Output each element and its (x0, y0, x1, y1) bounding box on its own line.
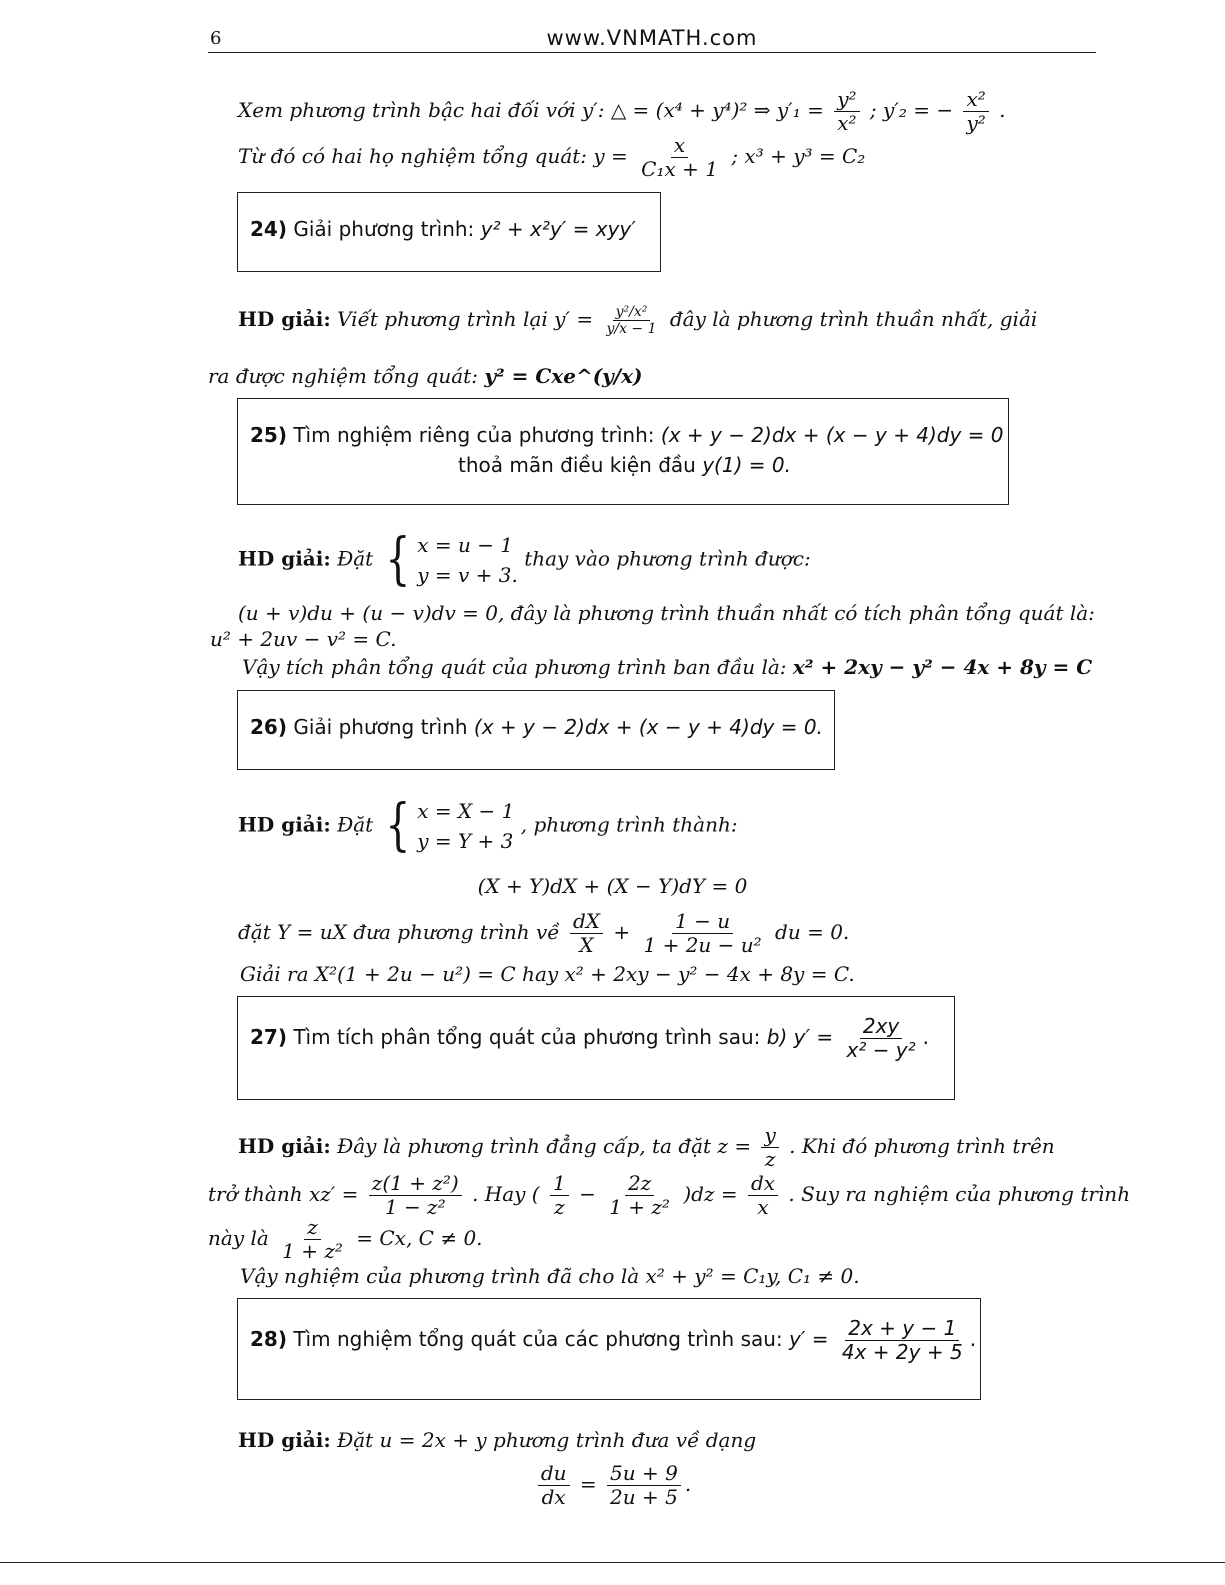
problem-28-number: 28) (250, 1327, 287, 1351)
problem-26-number: 26) (250, 715, 287, 739)
answer-25-line4: Vậy tích phân tổng quát của phương trình ban đầu là: x² + 2xy − y² − 4x + 8y = C (242, 655, 1093, 679)
problem-24-box (237, 192, 661, 272)
page-header (208, 26, 1096, 53)
answer-25-line3: u² + 2uv − v² = C. (210, 627, 397, 651)
problem-26-box: 26) Giải phương trình (x + y − 2)dx + (x − y + 4)dy = 0. (237, 690, 835, 770)
answer-28-line1: HD giải: Đặt u = 2x + y phương trình đưa về dạng (238, 1428, 757, 1452)
problem-27-box: 27) Tìm tích phân tổng quát của phương trình sau: b) y′ = $\frac{2xy}{\text{x² − y²}}$ . (237, 996, 955, 1100)
answer-25-line1: HD giải: Đặt { x = u − 1 y = v + 3. thay vào phương trình được: (238, 527, 811, 592)
answer-26-line4: Giải ra X²(1 + 2u − u²) = C hay x² + 2xy − y² − 4x + 8y = C. (240, 962, 855, 986)
p23-line2: Từ đó có hai họ nghiệm tổng quát: y = $\frac{x}{\text{C₁x + 1}}$ ; x³ + y³ = C₂ (238, 133, 866, 181)
footer-rule (0, 1562, 1225, 1563)
problem-24-equation: y² + x²y′ = xyy′ (480, 217, 636, 241)
answer-27-line1: HD giải: Đây là phương trình đẳng cấp, ta đặt z = $\frac{y}{z}$ . Khi đó phương trình trên (238, 1123, 1055, 1171)
problem-25-box: 25) Tìm nghiệm riêng của phương trình: (x + y − 2)dx + (x − y + 4)dy = 0 thoả mãn điều kiện đầu y(1) = 0. (237, 398, 1009, 505)
problem-25-number: 25) (250, 423, 287, 447)
site-name: www.VNMATH.com (546, 26, 758, 50)
problem-24-text: Giải phương trình: (293, 217, 475, 241)
answer-26-line3: đặt Y = uX đưa phương trình về $\frac{dX}{X}$ + $\frac{1 - u}{\text{1 + 2u − u²}}$ du = 0. (238, 909, 850, 957)
problem-27-number: 27) (250, 1025, 287, 1049)
p23-line1: Xem phương trình bậc hai đối với y′: △ = (x⁴ + y⁴)² ⇒ y′₁ = $\frac{\text{y²}}{\text{x²}}$ ; y′₂ = − $\frac{\text{x²}}{\text{y²}}$ . (238, 87, 1006, 135)
answer-26-line1: HD giải: Đặt { x = X − 1 y = Y + 3 , phương trình thành: (238, 793, 738, 858)
page-number: 6 (210, 28, 222, 49)
answer-27-line3: này là $\frac{z}{\text{1 + z²}}$ = Cx, C ≠ 0. (208, 1215, 483, 1263)
problem-24-number: 24) (250, 217, 287, 241)
answer-24-line1: HD giải: Viết phương trình lại y′ = $\frac{\text{y²/x²}}{y/x - 1}$ đây là phương trình thuần nhất, giải (238, 304, 1038, 338)
answer-27-line2: trở thành xz′ = $\frac{\text{z(1 + z²)}}{\text{1 − z²}}$ . Hay ( $\frac{1}{z}$ − $\frac{2z}{\text{1 + z²}}$ )dz = $\frac{dx}{x}$ . Suy ra nghiệm của phương trình (208, 1171, 1131, 1219)
answer-28-equation: $\frac{du}{dx}$ = $\frac{5u + 9}{2u + 5}$ . (0, 1462, 1225, 1509)
problem-28-box: 28) Tìm nghiệm tổng quát của các phương trình sau: y′ = $\frac{2x + y - 1}{4x + 2y + 5}$ . (237, 1298, 981, 1400)
answer-25-line2: (u + v)du + (u − v)dv = 0, đây là phương trình thuần nhất có tích phân tổng quát là: (238, 601, 1095, 625)
answer-24-line2: ra được nghiệm tổng quát: y² = Cxe^(y/x) (208, 364, 643, 388)
answer-27-line4: Vậy nghiệm của phương trình đã cho là x² + y² = C₁y, C₁ ≠ 0. (240, 1264, 860, 1288)
answer-26-center-equation: (X + Y)dX + (X − Y)dY = 0 (477, 874, 748, 898)
